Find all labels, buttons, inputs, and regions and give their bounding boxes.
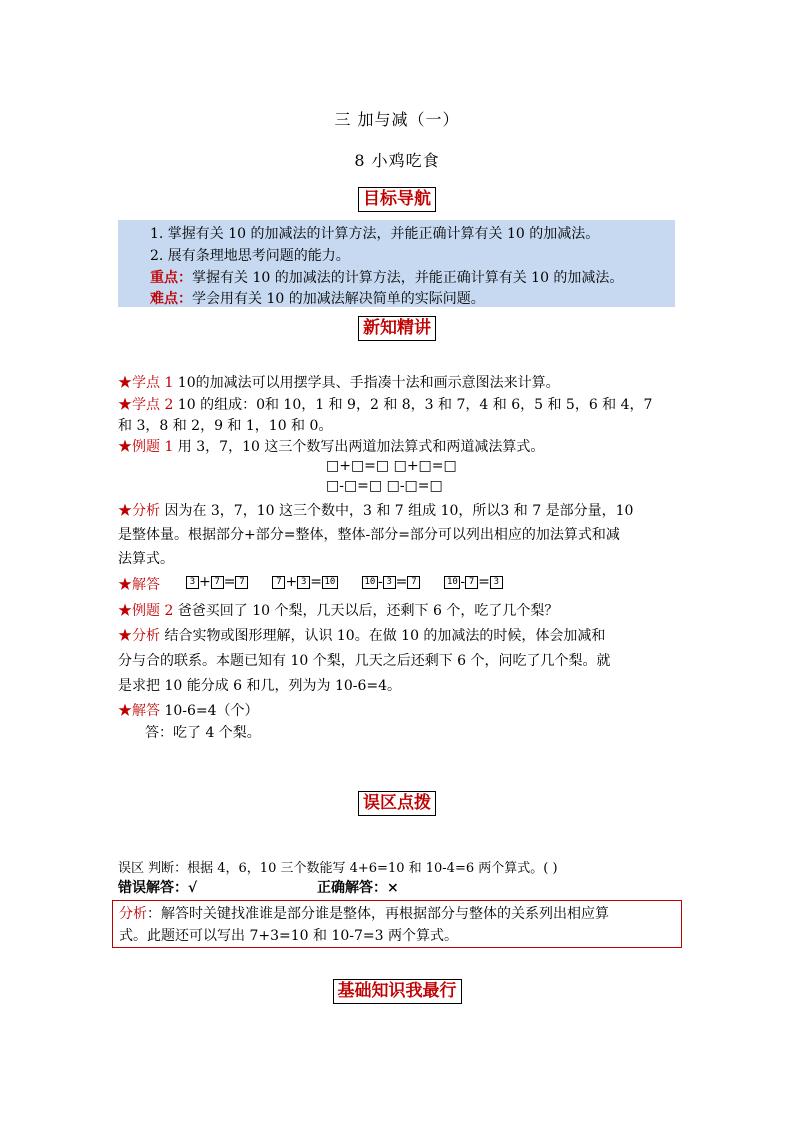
basic-heading: [0, 979, 794, 1004]
lesson-title: 8 小鸡吃食: [354, 151, 440, 170]
equation-number: 7: [465, 576, 478, 589]
equation-equals: =: [310, 574, 322, 590]
solution-1-equation: [186, 574, 248, 590]
solution-1: [118, 574, 160, 594]
equation-number: 10: [444, 576, 460, 589]
mistake-analysis-line-2: 式。此题还可以写出 7+3=10 和 10-7=3 两个算式。: [119, 928, 458, 944]
equation-operator: +: [199, 574, 211, 590]
equation-operator: +: [285, 574, 298, 590]
solution-1-equations: [186, 574, 527, 590]
star-icon: ★: [118, 703, 132, 719]
equation-number: 3: [186, 576, 199, 589]
analysis-1: [118, 500, 633, 520]
star-icon: ★: [118, 375, 132, 391]
solution-1-equation: [362, 574, 420, 590]
star-icon: ★: [118, 628, 132, 644]
equation-equals: =: [223, 574, 236, 590]
goal-key: [150, 267, 623, 287]
example-1-text: 用 3，7，10 这三个数写出两道加法算式和两道减法算式。: [173, 439, 545, 455]
key-text: 掌握有关 10 的加减法的计算方法，并能正确计算有关 10 的加减法。: [192, 270, 624, 286]
right-mark: ×: [386, 880, 399, 896]
point-1: [118, 372, 560, 392]
blank-row-2: □-□=□ □-□=□: [326, 478, 443, 494]
star-icon: ★: [118, 503, 132, 519]
wrong-label: 错误解答：: [118, 880, 188, 896]
analysis-2-line-2: 分与合的联系。本题已知有 10 个梨，几天之后还剩下 6 个，问吃了几个梨。就: [118, 653, 611, 669]
equation-equals: =: [395, 574, 408, 590]
goal-2: 2. 展有条理地思考问题的能力。: [150, 248, 350, 264]
new-heading: [0, 316, 794, 341]
basic-heading-label: 基础知识我最行: [333, 979, 462, 1004]
equation-number: 10: [322, 576, 338, 589]
solution-1-equation: [444, 574, 502, 590]
right-label: 正确解答：: [316, 880, 387, 896]
equation-number: 3: [490, 576, 503, 589]
equation-number: 3: [297, 576, 310, 589]
point-2-cont: 和 3，8 和 2，9 和 1，10 和 0。: [118, 418, 333, 434]
analysis-1-line-1: 因为在 3，7，10 这三个数中，3 和 7 组成 10，所以3 和 7 是部分量，10: [160, 503, 634, 519]
analysis-2: [118, 625, 605, 645]
mistake-heading: [0, 791, 794, 816]
point-1-text: 10的加减法可以用摆学具、手指凑十法和画示意图法来计算。: [173, 375, 560, 391]
mistake-analysis-box: [112, 900, 682, 948]
solution-1-label: 解答: [132, 577, 160, 593]
mistake-analysis-text-1: ：解答时关键找准谁是部分谁是整体，再根据部分与整体的关系列出相应算: [147, 906, 609, 922]
point-2-text: 10 的组成：0和 10，1 和 9，2 和 8，3 和 7，4 和 6，5 和 5，6 和 4，7: [173, 397, 653, 413]
solution-2: [118, 700, 259, 720]
example-2: [118, 600, 558, 620]
solution-1-equation: [272, 574, 337, 590]
point-2: [118, 394, 652, 414]
equation-number: 7: [407, 576, 420, 589]
key-label: 重点：: [150, 270, 192, 286]
goals-panel: [118, 220, 675, 307]
goals-heading-label: 目标导航: [358, 187, 436, 212]
equation-operator: -: [460, 574, 466, 590]
point-2-label: 学点 2: [132, 397, 174, 413]
star-icon: ★: [118, 577, 132, 593]
goal-1: 1. 掌握有关 10 的加减法的计算方法，并能正确计算有关 10 的加减法。: [150, 226, 600, 242]
star-icon: ★: [118, 603, 132, 619]
analysis-1-label: 分析: [132, 503, 160, 519]
solution-2-text: 10-6=4（个）: [160, 703, 259, 719]
analysis-2-label: 分析: [132, 628, 160, 644]
equation-operator: -: [377, 574, 383, 590]
equation-number: 3: [383, 576, 396, 589]
solution-2-answer: 答：吃了 4 个梨。: [145, 725, 261, 741]
point-1-label: 学点 1: [132, 375, 174, 391]
equation-number: 7: [272, 576, 285, 589]
example-2-text: 爸爸买回了 10 个梨，几天以后，还剩下 6 个，吃了几个梨？: [173, 603, 559, 619]
example-2-label: 例题 2: [132, 603, 174, 619]
blank-row-1: □+□=□ □+□=□: [326, 458, 457, 474]
star-icon: ★: [118, 397, 132, 413]
mistake-heading-label: 误区点拨: [358, 791, 436, 816]
equation-number: 10: [362, 576, 378, 589]
mistake-answers: [118, 877, 399, 897]
analysis-1-line-2: 是整体量。根据部分+部分=整体，整体-部分=部分可以列出相应的加法算式和减: [118, 527, 620, 543]
new-heading-label: 新知精讲: [358, 316, 436, 341]
example-1-label: 例题 1: [132, 439, 174, 455]
analysis-1-line-3: 法算式。: [118, 551, 174, 567]
equation-equals: =: [478, 574, 490, 590]
mistake-question: 误区 判断：根据 4，6，10 三个数能写 4+6=10 和 10-4=6 两个算式。( ): [118, 861, 558, 876]
solution-2-label: 解答: [132, 703, 160, 719]
mistake-analysis-label: 分析: [119, 906, 147, 922]
equation-number: 7: [211, 576, 224, 589]
star-icon: ★: [118, 439, 132, 455]
wrong-mark: √: [188, 880, 198, 896]
goals-heading: [0, 187, 794, 212]
hard-text: 学会用有关 10 的加减法解决简单的实际问题。: [192, 291, 485, 307]
analysis-2-line-3: 是求把 10 能分成 6 和几，列为为 10-6=4。: [118, 678, 402, 694]
goal-hard: [150, 288, 485, 308]
chapter-title: 三 加与减（一）: [334, 110, 460, 129]
equation-number: 7: [235, 576, 248, 589]
mistake-analysis-line-1: [119, 903, 609, 923]
analysis-2-line-1: 结合实物或图形理解，认识 10。在做 10 的加减法的时候，体会加减和: [160, 628, 606, 644]
example-1: [118, 436, 544, 456]
hard-label: 难点：: [150, 291, 192, 307]
